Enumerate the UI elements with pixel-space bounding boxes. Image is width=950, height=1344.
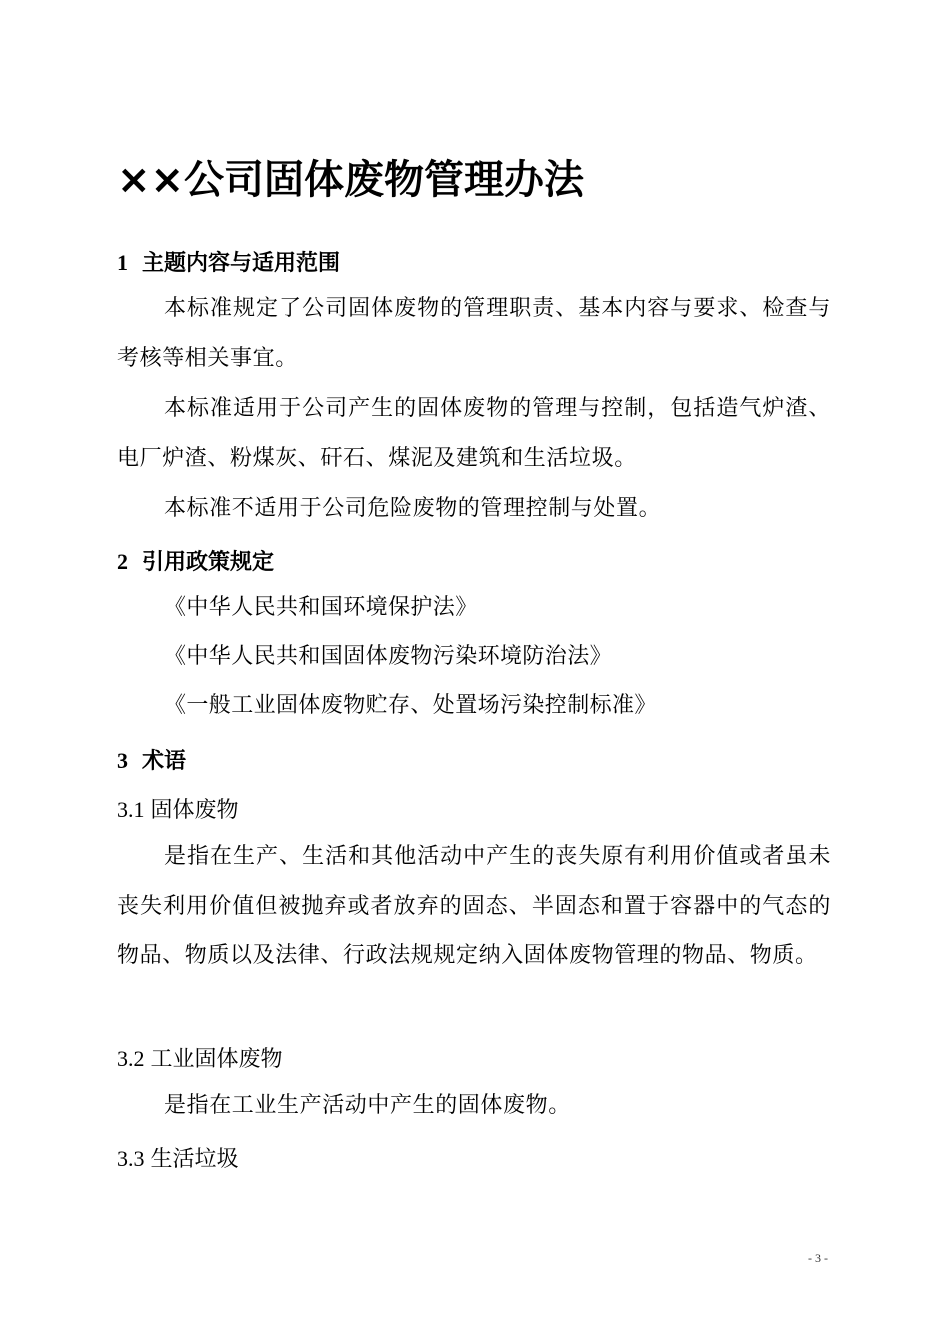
page-number: - 3 -	[808, 1251, 828, 1265]
subsection-3-3-heading	[117, 1143, 239, 1176]
subsection-3-1-paragraph: 是指在生产、生活和其他活动中产生的丧失原有利用价值或者虽未丧失利用价值但被抛弃或者放弃的固态、半固态和置于容器中的气态的物品、物质以及法律、行政法规规定纳入固体废物管理的物品、物质。	[117, 844, 831, 968]
section-1-paragraph-3: 本标准不适用于公司危险废物的管理控制与处置。	[164, 496, 662, 521]
section-number: 2	[117, 549, 128, 574]
section-number: 3	[117, 748, 128, 773]
subsection-title: 固体废物	[150, 798, 239, 823]
section-2-heading	[117, 546, 274, 579]
section-3-heading	[117, 745, 186, 778]
subsection-title: 工业固体废物	[150, 1047, 283, 1072]
section-number: 1	[117, 250, 128, 275]
reference-item: 《中华人民共和国环境保护法》	[164, 595, 478, 620]
subsection-3-2-paragraph: 是指在工业生产活动中产生的固体废物。	[164, 1093, 571, 1118]
section-title: 术语	[142, 749, 187, 774]
section-1-paragraph-2: 本标准适用于公司产生的固体废物的管理与控制，包括造气炉渣、电厂炉渣、粉煤灰、矸石、煤泥及建筑和生活垃圾。	[117, 396, 831, 471]
reference-item: 《中华人民共和国固体废物污染环境防治法》	[164, 644, 613, 669]
subsection-title: 生活垃圾	[150, 1147, 239, 1172]
subsection-3-1-heading	[117, 794, 239, 827]
reference-item: 《一般工业固体废物贮存、处置场污染控制标准》	[164, 693, 657, 718]
section-1-paragraph-1: 本标准规定了公司固体废物的管理职责、基本内容与要求、检查与考核等相关事宜。	[117, 296, 831, 371]
subsection-number: 3.3	[117, 1146, 145, 1171]
subsection-3-2-heading	[117, 1043, 283, 1076]
subsection-number: 3.2	[117, 1046, 145, 1071]
section-title: 主题内容与适用范围	[142, 251, 341, 276]
section-title: 引用政策规定	[142, 550, 275, 575]
section-1-heading	[117, 247, 340, 280]
subsection-number: 3.1	[117, 797, 145, 822]
document-title: ××公司固体废物管理办法	[117, 157, 585, 203]
